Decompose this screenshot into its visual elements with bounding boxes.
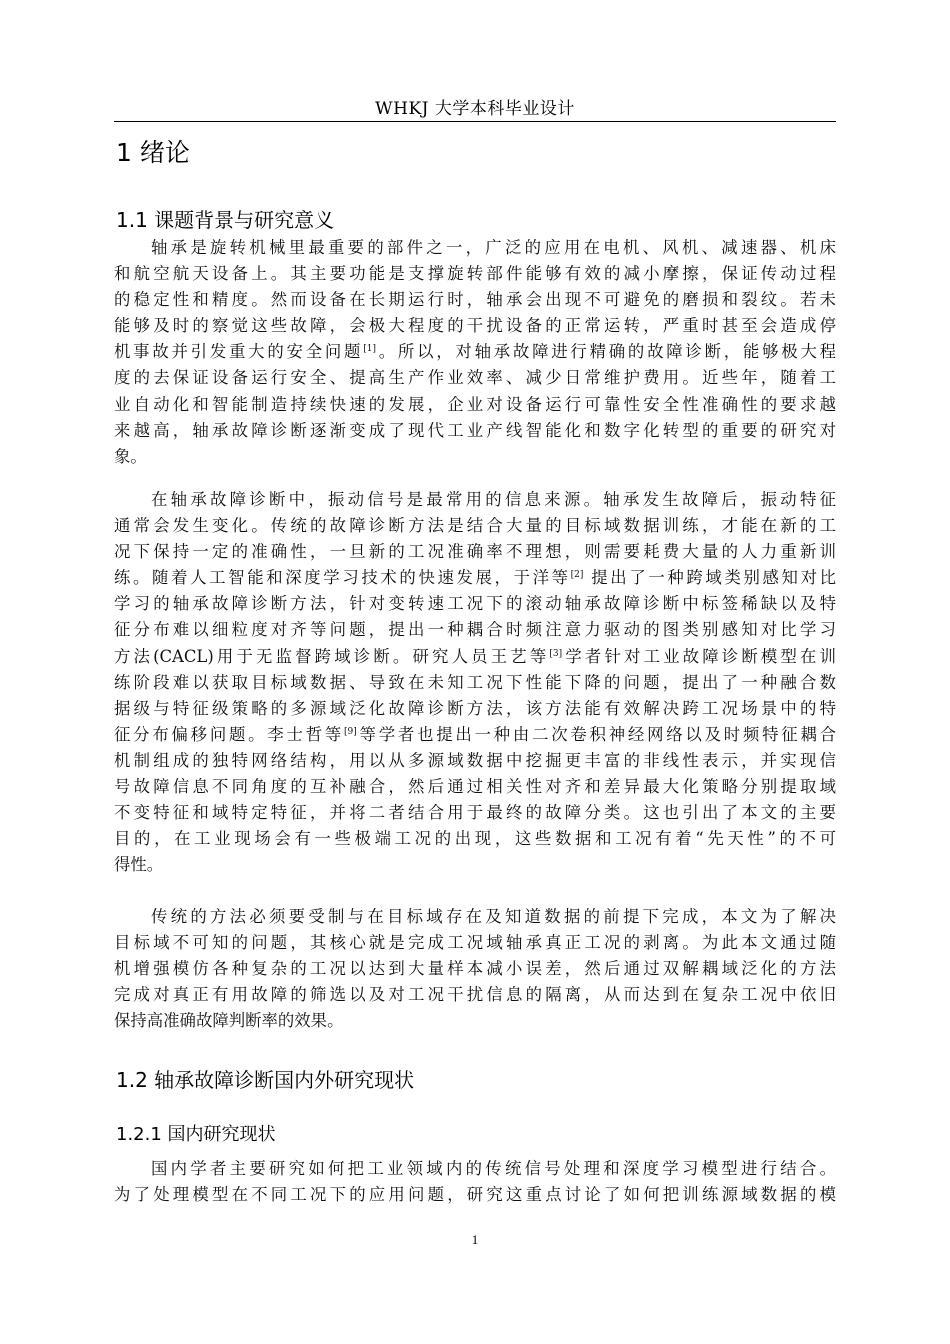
text-run: 。所以，对轴承故障进行精确的故障诊断，能够极大程 (375, 342, 837, 362)
citation-ref: [1] (363, 344, 376, 355)
paragraph-3 (114, 904, 836, 1034)
paragraph-line (114, 722, 836, 748)
paragraph-line: 度的去保证设备运行安全、提高生产作业效率、减少日常维护费用。近些年，随着工 (114, 368, 836, 388)
paragraph-line: 练阶段难以获取目标域数据、导致在未知工况下性能下降的问题，提出了一种融合数 (114, 672, 836, 692)
header-rule (114, 121, 836, 122)
paragraph-line (114, 644, 836, 670)
text-run: 学者针对工业故障诊断模型在训 (562, 646, 836, 666)
text-run: 等学者也提出一种由二次卷积神经网络以及时频特征耦合 (356, 724, 837, 744)
section-1-1-title: 1.1 课题背景与研究意义 (116, 208, 335, 232)
section-1-2-title: 1.2 轴承故障诊断国内外研究现状 (116, 1068, 415, 1092)
section-1-2-1-title: 1.2.1 国内研究现状 (116, 1124, 276, 1145)
chapter-title: 1 绪论 (116, 138, 190, 167)
paragraph-line: 况下保持一定的准确性，一旦新的工况准确率不理想，则需要耗费大量的人力重新训 (114, 542, 836, 562)
text-run: 练。随着人工智能和深度学习技术的快速发展，于洋等 (114, 568, 571, 588)
paragraph-line: 得性。 (114, 855, 164, 875)
paragraph-line: 征分布难以细粒度对齐等问题，提出一种耦合时频注意力驱动的图类别感知对比学习 (114, 620, 836, 640)
page-header: WHKJ 大学本科毕业设计 (375, 99, 575, 119)
page-number: 1 (471, 1232, 479, 1247)
paragraph-4 (114, 1156, 836, 1208)
paragraph-line: 通常会发生变化。传统的故障诊断方法是结合大量的目标域数据训练，才能在新的工 (114, 516, 836, 536)
paragraph-line: 不变特征和域特定特征，并将二者结合用于最终的故障分类。这也引出了本文的主要 (114, 803, 836, 823)
paragraph-1 (114, 235, 836, 470)
text-run: 提出了一种跨域类别感知对比 (583, 568, 836, 588)
paragraph-line: 保持高准确故障判断率的效果。 (114, 1011, 344, 1031)
text-run: 征分布偏移问题。李士哲等 (114, 724, 345, 744)
paragraph-line: 传统的方法必须要受制与在目标域存在及知道数据的前提下完成，本文为了解决 (151, 907, 836, 926)
paragraph-line: 机增强模仿各种复杂的工况以达到大量样本减小误差，然后通过双解耦域泛化的方法 (114, 959, 836, 979)
paragraph-line: 为了处理模型在不同工况下的应用问题，研究这重点讨论了如何把训练源域数据的模 (114, 1185, 836, 1205)
citation-ref: [9] (344, 726, 357, 737)
paragraph-line: 轴承是旋转机械里最重要的部件之一，广泛的应用在电机、风机、减速器、机床 (151, 238, 836, 257)
paragraph-line: 据级与特征级策略的多源域泛化故障诊断方法，该方法能有效解决跨工况场景中的特 (114, 698, 836, 718)
paragraph-line: 能够及时的察觉这些故障，会极大程度的干扰设备的正常运转，严重时甚至会造成停 (114, 316, 836, 336)
paragraph-line: 的稳定性和精度。然而设备在长期运行时，轴承会出现不可避免的磨损和裂纹。若未 (114, 290, 836, 310)
paragraph-line: 机制组成的独特网络结构，用以从多源域数据中挖掘更丰富的非线性表示，并实现信 (114, 750, 836, 770)
paragraph-line: 学习的轴承故障诊断方法，针对变转速工况下的滚动轴承故障诊断中标签稀缺以及特 (114, 594, 836, 614)
paragraph-line: 号故障信息不同角度的互补融合，然后通过相关性对齐和差异最大化策略分别提取域 (114, 777, 836, 797)
text-run: 方法(CACL)用于无监督跨域诊断。研究人员王艺等 (114, 646, 550, 666)
citation-ref: [3] (549, 648, 563, 659)
paragraph-2 (114, 487, 836, 878)
text-run: 机事故并引发重大的安全问题 (114, 342, 364, 362)
citation-ref: [2] (570, 570, 584, 581)
paragraph-line: 业自动化和智能制造持续快速的发展，企业对设备运行可靠性安全性准确性的要求越 (114, 394, 836, 414)
paragraph-line (114, 339, 836, 365)
paragraph-line: 象。 (114, 446, 147, 466)
paragraph-line: 目标域不可知的问题，其核心就是完成工况域轴承真正工况的剥离。为此本文通过随 (114, 933, 836, 953)
paragraph-line: 在轴承故障诊断中，振动信号是最常用的信息来源。轴承发生故障后，振动特征 (151, 490, 836, 509)
paragraph-line: 完成对真正有用故障的筛选以及对工况干扰信息的隔离，从而达到在复杂工况中依旧 (114, 985, 836, 1005)
paragraph-line: 国内学者主要研究如何把工业领域内的传统信号处理和深度学习模型进行结合。 (151, 1159, 836, 1178)
paragraph-line: 目的，在工业现场会有一些极端工况的出现，这些数据和工况有着“先天性”的不可 (114, 829, 836, 849)
paragraph-line (114, 565, 836, 591)
paragraph-line: 来越高，轴承故障诊断逐渐变成了现代工业产线智能化和数字化转型的重要的研究对 (114, 420, 836, 440)
paragraph-line: 和航空航天设备上。其主要功能是支撑旋转部件能够有效的减小摩擦，保证传动过程 (114, 264, 836, 284)
